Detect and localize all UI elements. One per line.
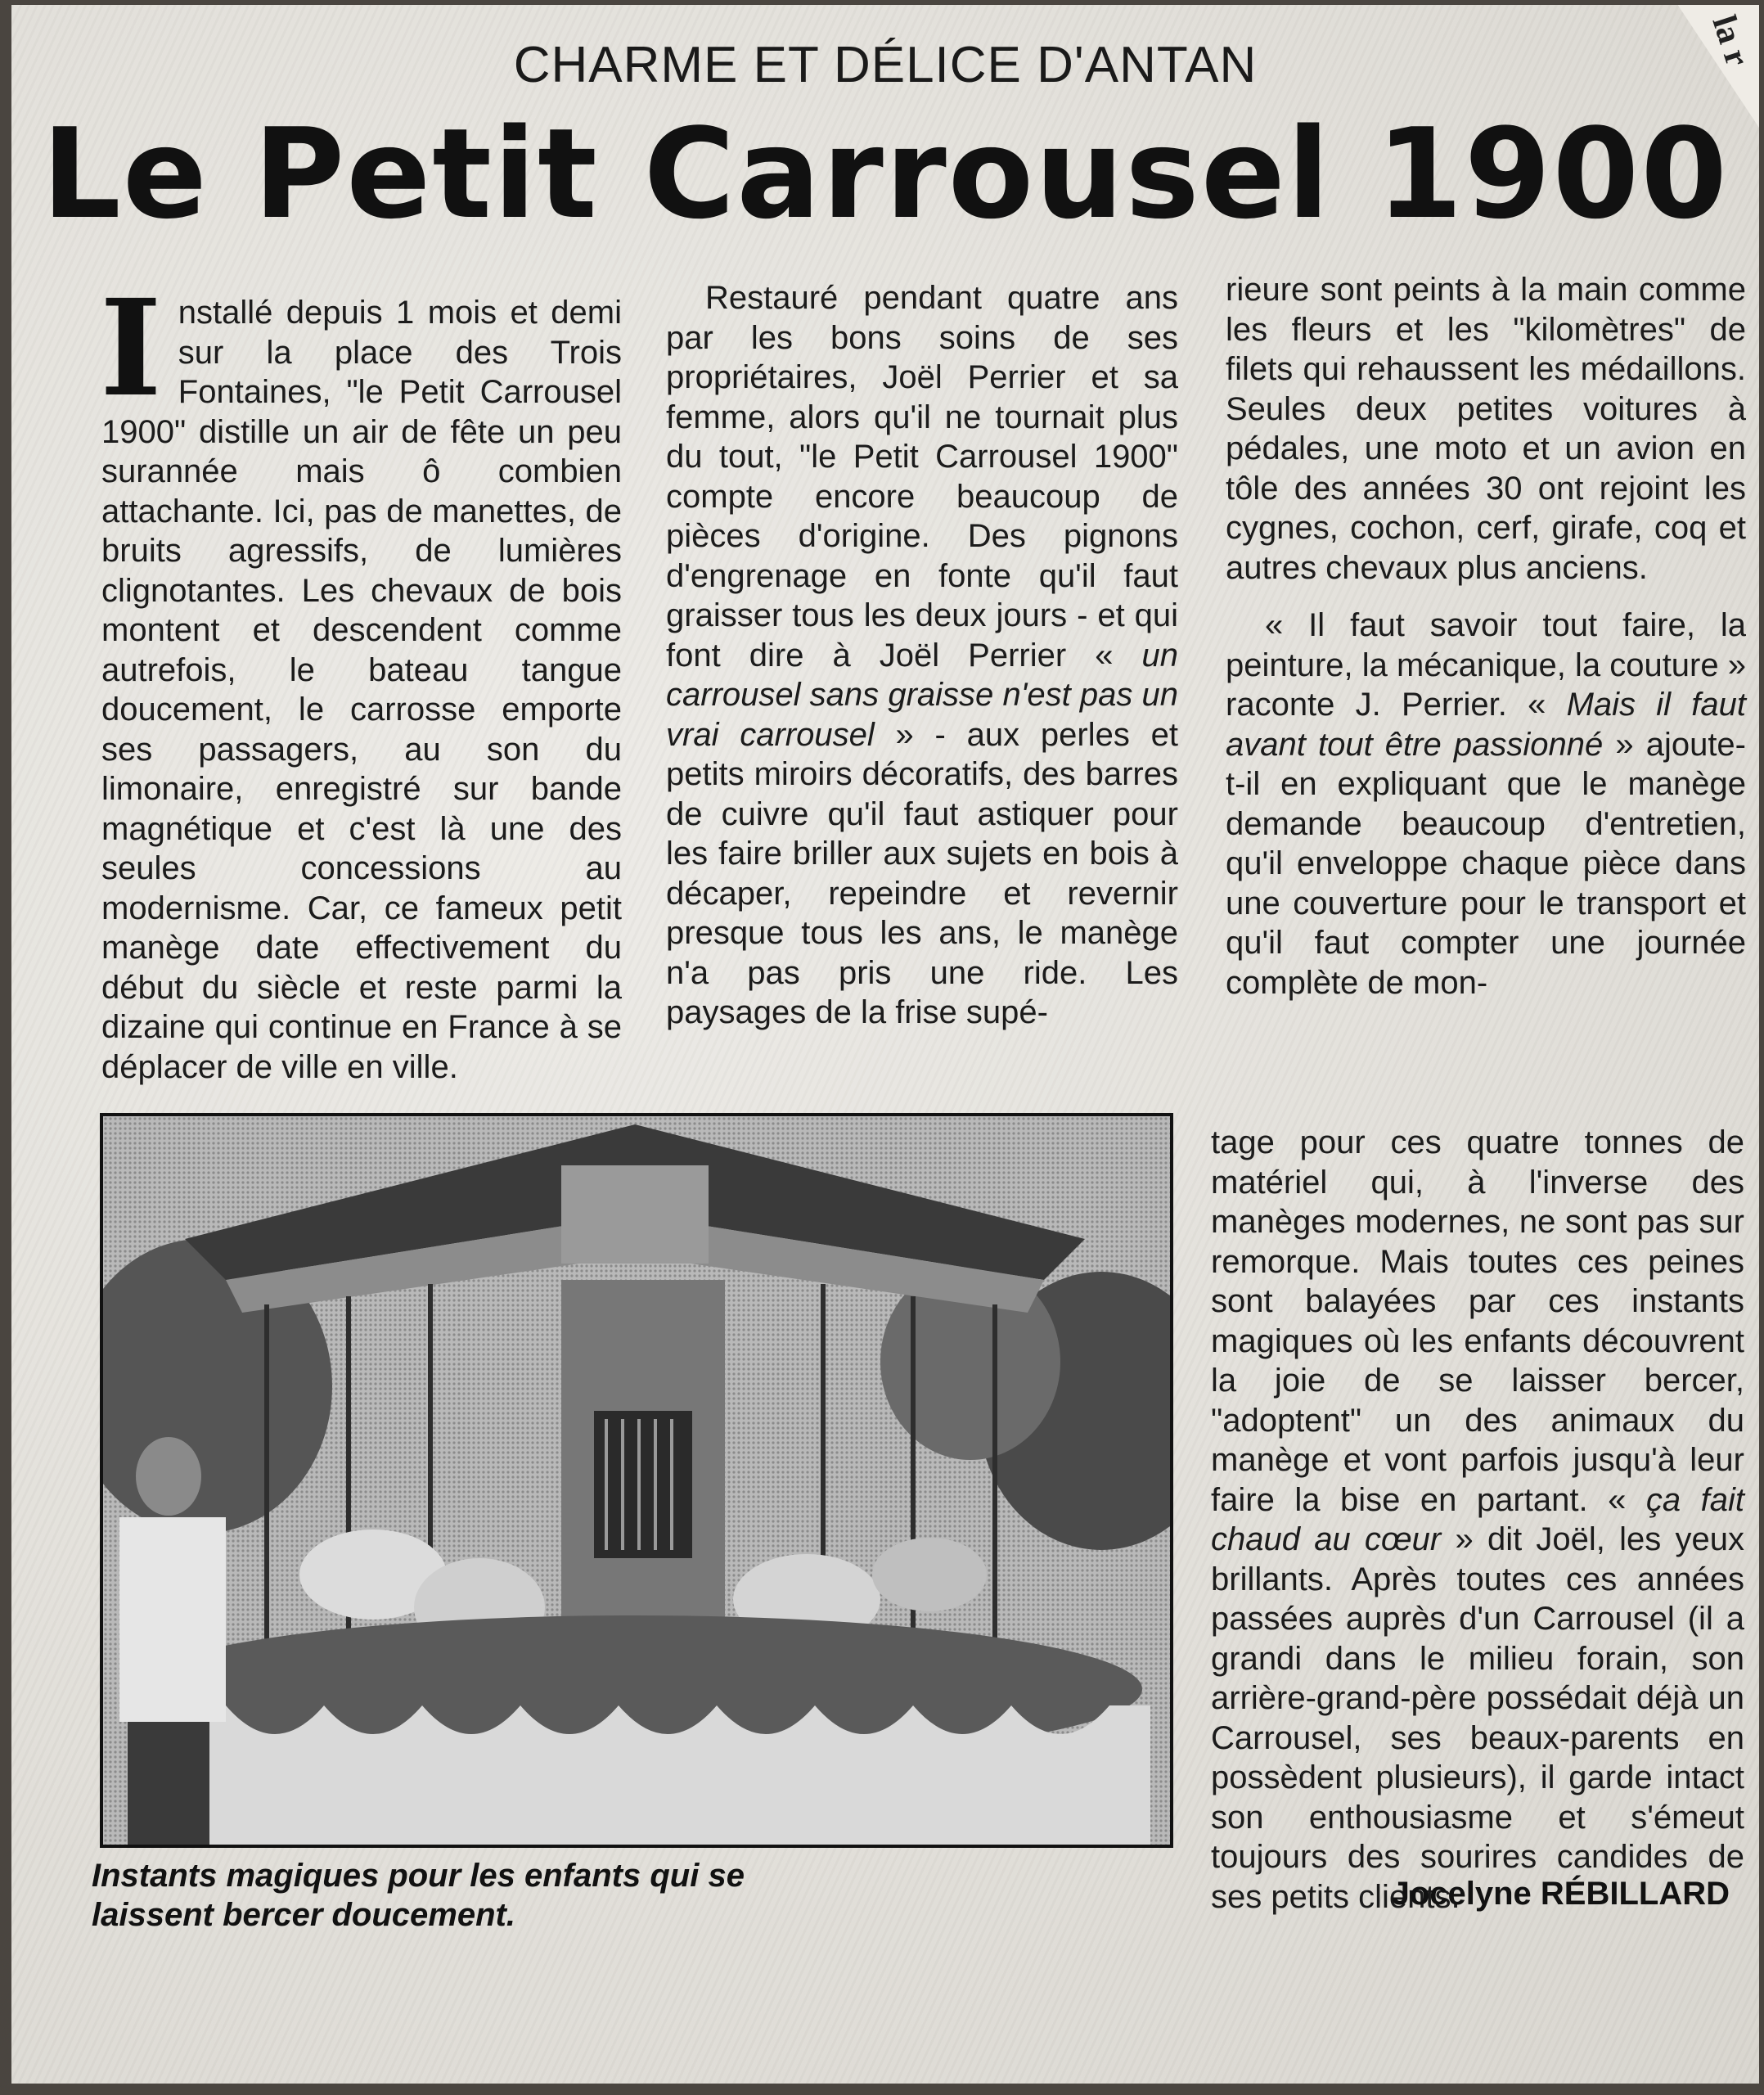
column-3-bottom xyxy=(1211,1123,1744,1917)
column-3-continued-1: tage pour ces quatre tonnes de matériel qui, à l'inverse des manèges modernes, ne sont pas sur remorque. Mais toutes ces peines sont balayées par ces instants magiques où les enfants découvrent la joie de se laisser bercer, "adoptent" un des animaux du manège et vont parfois jusqu'à leur faire la bise en partant. « xyxy=(1211,1124,1744,1518)
carousel-illustration xyxy=(103,1116,1170,1845)
article-kicker: CHARME ET DÉLICE D'ANTAN xyxy=(513,37,1258,93)
column-3-paragraph-2b: » ajoute-t-il en expliquant que le manège demande beaucoup d'entretien, qu'il enveloppe chaque pièce dans une couverture pour le transport et qu'il faut compter une journée complète de mon- xyxy=(1226,726,1747,1001)
carousel-photo xyxy=(100,1113,1173,1848)
column-3-continued-2: » dit Joël, les yeux brillants. Après toutes ces années passées auprès d'un Carrousel (il a grandi dans le milieu forain, son arrière-grand-père possédait déjà un Carrousel, ses beaux-parents en possèdent plusieurs), il garde intact son enthousiasme et s'émeut toujours des sourires candides de ses petits clients. xyxy=(1211,1521,1744,1915)
column-3-top xyxy=(1226,270,1746,1002)
column-3-quote-2: ça fait chaud au cœur xyxy=(1211,1481,1745,1557)
photo-caption: Instants magiques pour les enfants qui se laissent bercer doucement. xyxy=(92,1858,745,1933)
column-2-text-1: Restauré pendant quatre ans par les bons soins de ses propriétaires, Joël Perrier et sa femme, alors qu'il ne tournait plus du tout, "le Petit Carrousel 1900" compte encore beaucoup de pièces d'origine. Des pignons d'engrenage en fonte qu'il faut graisser tous les deux jours - et qui font dire à Joël Perrier « xyxy=(666,280,1178,674)
column-3-paragraph-2a: « Il faut savoir tout faire, la peinture, la mécanique, la couture » raconte J. Perrier. « xyxy=(1226,607,1746,723)
article-headline: Le Petit Carrousel 1900 xyxy=(41,101,1729,246)
drop-cap: I xyxy=(100,271,162,426)
column-2-text-2: » - aux perles et petits miroirs décoratifs, des barres de cuivre qu'il faut astiquer pour les faire briller aux sujets en bois à décaper, repeindre et revernir presque tous les ans, le manège n'a pas pris une ride. Les paysages de la frise supé- xyxy=(666,716,1178,1030)
column-2 xyxy=(666,278,1178,1033)
column-3-quote: Mais il faut avant tout être passionné xyxy=(1226,687,1747,763)
corner-tab-text: la r xyxy=(1704,11,1757,71)
column-1 xyxy=(100,271,622,1087)
column-2-quote: un carrousel sans graisse n'est pas un vrai carrousel xyxy=(666,637,1178,753)
author-byline: Jocelyne RÉBILLARD xyxy=(1391,1876,1730,1912)
column-1-text: nstallé depuis 1 mois et demi sur la place des Trois Fontaines, "le Petit Carrousel 1900" distille un air de fête un peu surannée mais ô combien attachante. Ici, pas de manettes, de bruits agressifs, de lumières clignotantes. Les chevaux de bois montent et descendent comme autrefois, le bateau tangue doucement, le carrosse emporte ses passagers, au son du limonaire, enregistré sur bande magnétique et c'est là une des seules concessions au modernisme. Car, ce fameux petit manège date effectivement du début du siècle et reste parmi la dizaine qui continue en France à se déplacer de ville en ville. xyxy=(101,295,622,1085)
newspaper-clipping xyxy=(11,5,1759,2084)
column-3-paragraph-1: rieure sont peints à la main comme les fleurs et les "kilomètres" de filets qui rehaussent les médaillons. Seules deux petites voitures à pédales, une moto et un avion en tôle des années 30 ont rejoint les cygnes, cochon, cerf, girafe, coq et autres chevaux plus anciens. xyxy=(1226,272,1746,586)
